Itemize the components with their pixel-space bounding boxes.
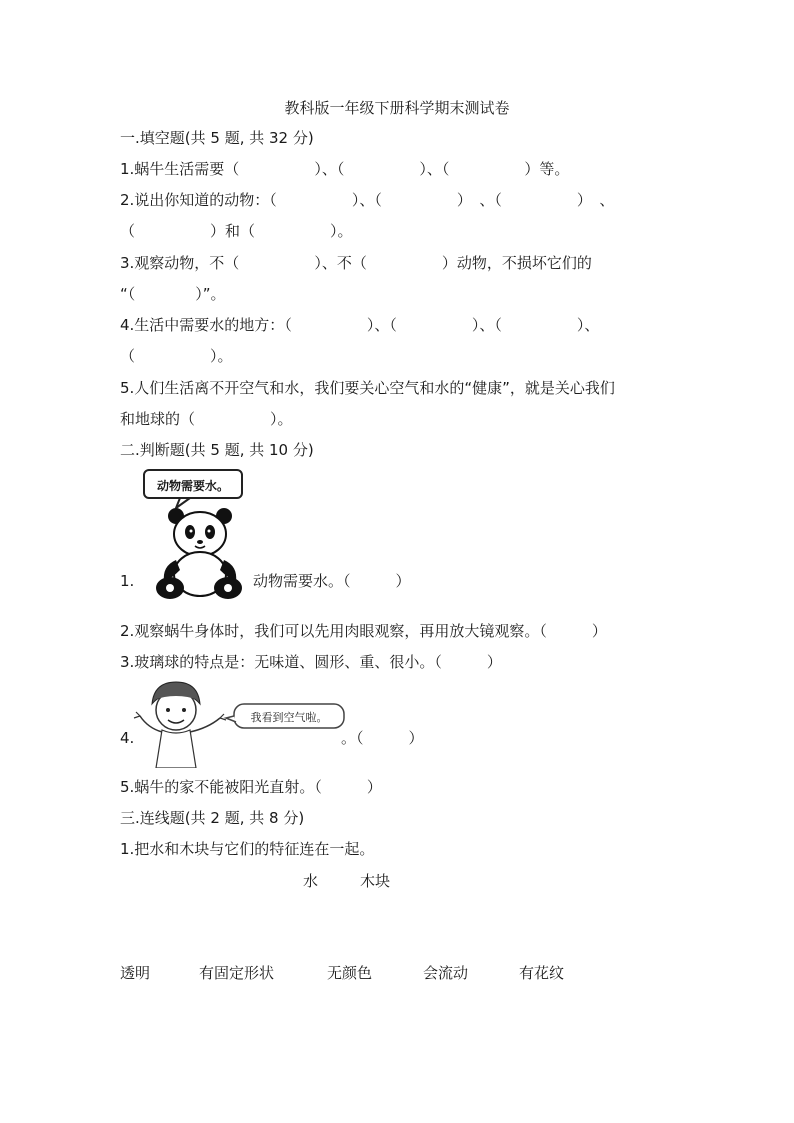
- question-2-3: 3.玻璃球的特点是：无味道、圆形、重、很小。（ ）: [120, 653, 502, 671]
- section-heading-judgement: 二.判断题(共 5 题, 共 10 分): [120, 441, 314, 459]
- speech-bubble: [144, 470, 242, 508]
- boy-illustration: [130, 678, 350, 768]
- question-1-2-line1: 2.说出你知道的动物：（ ）、（ ） 、（ ） 、: [120, 191, 615, 209]
- question-2-4-number: 4.: [120, 729, 135, 747]
- matching-feature-patterned: 有花纹: [519, 964, 565, 982]
- question-2-1-text: 动物需要水。（ ）: [253, 572, 411, 590]
- question-1-5-line2: 和地球的（ ）。: [120, 410, 293, 428]
- matching-feature-fixed-shape: 有固定形状: [199, 964, 275, 982]
- question-2-1-number: 1.: [120, 572, 135, 590]
- question-3-1: 1.把水和木块与它们的特征连在一起。: [120, 840, 375, 858]
- question-1-3-line2: “（ ）”。: [120, 285, 226, 303]
- question-1-4-line2: （ ）。: [120, 347, 233, 365]
- question-2-2: 2.观察蜗牛身体时，我们可以先用肉眼观察，再用放大镜观察。（ ）: [120, 622, 607, 640]
- question-1-1: 1.蜗牛生活需要（ ）、（ ）、（ ）等。: [120, 160, 570, 178]
- matching-feature-transparent: 透明: [120, 964, 151, 982]
- section-heading-fill-blank: 一.填空题(共 5 题, 共 32 分): [120, 129, 314, 147]
- section-heading-matching: 三.连线题(共 2 题, 共 8 分): [120, 809, 305, 827]
- panda-illustration: [140, 466, 250, 606]
- matching-feature-colorless: 无颜色: [327, 964, 373, 982]
- boy-bubble-text: 我看到空气啦。: [250, 711, 328, 724]
- question-1-3-line1: 3.观察动物，不（ ）、不（ ）动物，不损坏它们的: [120, 254, 592, 272]
- speech-bubble: [226, 704, 344, 728]
- question-1-5-line1: 5.人们生活离不开空气和水，我们要关心空气和水的“健康”，就是关心我们: [120, 379, 615, 397]
- question-2-5: 5.蜗牛的家不能被阳光直射。（ ）: [120, 778, 382, 796]
- matching-item-wood-block: 木块: [360, 872, 391, 890]
- panda-bubble-text: 动物需要水。: [156, 479, 230, 493]
- matching-item-water: 水: [303, 872, 319, 890]
- matching-feature-flows: 会流动: [423, 964, 469, 982]
- page-title: 教科版一年级下册科学期末测试卷: [284, 99, 510, 117]
- question-1-4-line1: 4.生活中需要水的地方：（ ）、（ ）、（ ）、: [120, 316, 600, 334]
- question-1-2-line2: （ ）和（ ）。: [120, 222, 353, 240]
- question-2-4-text: 。（ ）: [341, 729, 424, 747]
